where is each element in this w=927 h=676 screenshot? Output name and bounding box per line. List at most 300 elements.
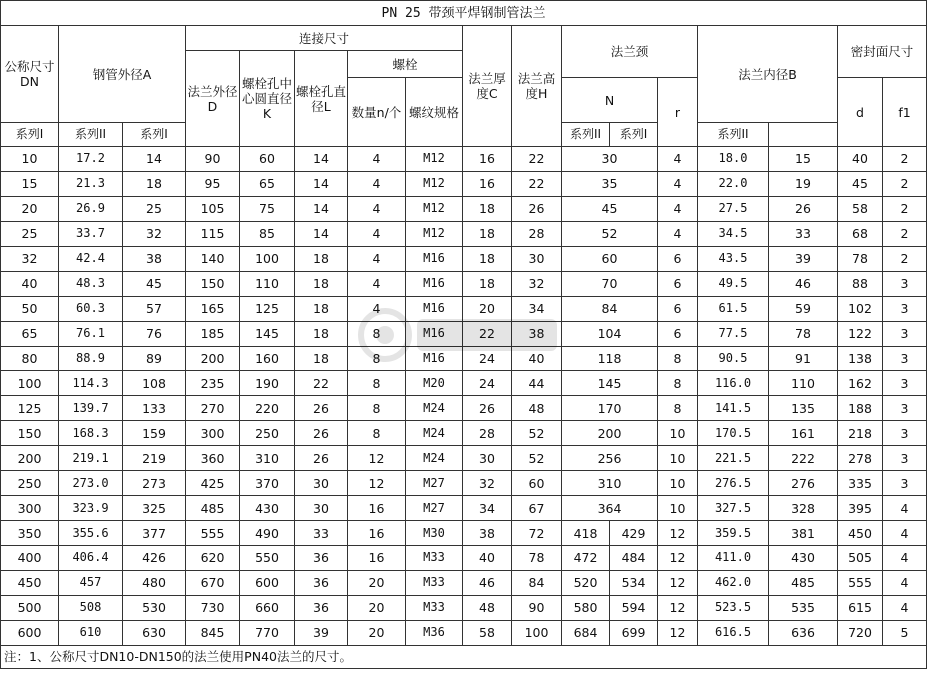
- table-cell: 116.0: [698, 371, 769, 396]
- table-cell: 610: [59, 620, 123, 645]
- table-cell: 100: [512, 620, 562, 645]
- header-neck: 法兰颈: [562, 26, 698, 78]
- table-row: [1, 595, 927, 620]
- header-connection: 连接尺寸: [186, 26, 463, 51]
- table-cell: 10: [658, 421, 698, 446]
- table-cell: 3: [883, 296, 927, 321]
- table-cell: 30: [295, 496, 348, 521]
- table-cell: 10: [658, 446, 698, 471]
- table-row: [1, 546, 927, 571]
- table-cell: 4: [883, 546, 927, 571]
- table-title: PN 25 带颈平焊钢制管法兰: [1, 1, 927, 26]
- table-cell: 12: [348, 446, 406, 471]
- table-row: [1, 196, 927, 221]
- table-cell: M16: [406, 296, 463, 321]
- table-cell: 381: [769, 521, 838, 546]
- table-cell: 8: [348, 396, 406, 421]
- header-bolt-hole: 螺栓孔直径L: [295, 51, 348, 147]
- table-cell: 555: [838, 570, 883, 595]
- table-cell: 2: [883, 147, 927, 172]
- table-cell: 68: [838, 221, 883, 246]
- table-row: [1, 271, 927, 296]
- table-cell: 28: [463, 421, 512, 446]
- header-neck-series-2: 系列II: [562, 123, 610, 147]
- table-cell: 4: [883, 570, 927, 595]
- table-cell: 36: [295, 570, 348, 595]
- table-cell: 256: [562, 446, 658, 471]
- table-cell: 33: [295, 521, 348, 546]
- table-row: [1, 620, 927, 645]
- table-cell: 85: [240, 221, 295, 246]
- table-cell: 78: [838, 246, 883, 271]
- table-cell: 450: [1, 570, 59, 595]
- table-cell: 555: [186, 521, 240, 546]
- table-cell: 20: [1, 196, 59, 221]
- table-cell: 34: [512, 296, 562, 321]
- table-row: [1, 346, 927, 371]
- header-flange-od: 法兰外径D: [186, 51, 240, 147]
- table-note: 注：1、公称尺寸DN10-DN150的法兰使用PN40法兰的尺寸。: [1, 645, 927, 668]
- table-cell: M16: [406, 321, 463, 346]
- table-cell: 355.6: [59, 521, 123, 546]
- table-cell: 18: [463, 196, 512, 221]
- table-cell: 4: [348, 147, 406, 172]
- table-cell: 22: [295, 371, 348, 396]
- table-cell: 30: [463, 446, 512, 471]
- table-cell: 18: [295, 246, 348, 271]
- table-cell: 6: [658, 271, 698, 296]
- table-cell: 20: [463, 296, 512, 321]
- table-cell: 4: [348, 171, 406, 196]
- table-cell: 28: [512, 221, 562, 246]
- table-cell: 65: [240, 171, 295, 196]
- table-row: [1, 446, 927, 471]
- table-cell: 48: [512, 396, 562, 421]
- table-row: [1, 570, 927, 595]
- table-cell: 3: [883, 271, 927, 296]
- table-cell: 34.5: [698, 221, 769, 246]
- table-cell: 550: [240, 546, 295, 571]
- table-cell: 16: [348, 521, 406, 546]
- table-cell: 42.4: [59, 246, 123, 271]
- table-row: [1, 496, 927, 521]
- table-cell: 59: [769, 296, 838, 321]
- table-cell: 5: [883, 620, 927, 645]
- table-cell: 18: [295, 321, 348, 346]
- table-cell: 26: [512, 196, 562, 221]
- table-cell: 32: [1, 246, 59, 271]
- header-bore-series-2: 系列II: [698, 123, 769, 147]
- table-cell: 10: [658, 496, 698, 521]
- table-cell: 122: [838, 321, 883, 346]
- table-cell: M16: [406, 271, 463, 296]
- table-cell: 60: [512, 471, 562, 496]
- header-bolt-circle: 螺栓孔中心圆直径K: [240, 51, 295, 147]
- table-cell: 90.5: [698, 346, 769, 371]
- table-row: [1, 321, 927, 346]
- table-cell: 60: [562, 246, 658, 271]
- table-cell: 300: [1, 496, 59, 521]
- table-cell: 78: [512, 546, 562, 571]
- table-cell: 430: [240, 496, 295, 521]
- table-cell: 523.5: [698, 595, 769, 620]
- table-cell: 484: [610, 546, 658, 571]
- table-cell: 18: [463, 246, 512, 271]
- table-cell: 15: [769, 147, 838, 172]
- table-cell: 162: [838, 371, 883, 396]
- table-cell: 8: [348, 321, 406, 346]
- table-cell: 4: [883, 521, 927, 546]
- table-cell: 45: [838, 171, 883, 196]
- table-cell: 145: [562, 371, 658, 396]
- table-cell: 4: [883, 595, 927, 620]
- table-cell: 276.5: [698, 471, 769, 496]
- table-cell: M16: [406, 346, 463, 371]
- table-cell: 26.9: [59, 196, 123, 221]
- table-cell: 770: [240, 620, 295, 645]
- table-cell: 89: [123, 346, 186, 371]
- table-cell: 22: [512, 171, 562, 196]
- table-cell: 14: [295, 147, 348, 172]
- table-cell: 520: [562, 570, 610, 595]
- table-cell: 110: [240, 271, 295, 296]
- table-cell: 3: [883, 346, 927, 371]
- table-cell: 3: [883, 396, 927, 421]
- table-cell: 406.4: [59, 546, 123, 571]
- table-cell: 12: [658, 570, 698, 595]
- table-cell: 115: [186, 221, 240, 246]
- table-cell: 58: [838, 196, 883, 221]
- table-cell: 684: [562, 620, 610, 645]
- table-cell: 4: [348, 196, 406, 221]
- table-cell: 335: [838, 471, 883, 496]
- table-cell: 730: [186, 595, 240, 620]
- table-cell: 200: [562, 421, 658, 446]
- table-cell: 328: [769, 496, 838, 521]
- table-cell: 45: [123, 271, 186, 296]
- table-cell: 18: [123, 171, 186, 196]
- table-cell: 159: [123, 421, 186, 446]
- table-cell: 19: [769, 171, 838, 196]
- table-body: [1, 147, 927, 646]
- table-cell: 75: [240, 196, 295, 221]
- table-cell: 535: [769, 595, 838, 620]
- table-cell: 49.5: [698, 271, 769, 296]
- table-cell: M12: [406, 221, 463, 246]
- table-cell: 95: [186, 171, 240, 196]
- table-cell: 530: [123, 595, 186, 620]
- table-cell: 505: [838, 546, 883, 571]
- table-cell: 125: [1, 396, 59, 421]
- table-cell: 33.7: [59, 221, 123, 246]
- table-cell: 3: [883, 471, 927, 496]
- table-row: [1, 221, 927, 246]
- table-cell: 185: [186, 321, 240, 346]
- table-cell: M24: [406, 421, 463, 446]
- table-cell: 12: [348, 471, 406, 496]
- table-cell: 377: [123, 521, 186, 546]
- table-cell: 18: [295, 296, 348, 321]
- table-cell: 150: [186, 271, 240, 296]
- table-cell: 18: [463, 271, 512, 296]
- table-cell: 325: [123, 496, 186, 521]
- table-cell: 8: [348, 371, 406, 396]
- header-seal-f1: f1: [883, 78, 927, 147]
- table-cell: 145: [240, 321, 295, 346]
- table-cell: 220: [240, 396, 295, 421]
- table-cell: M33: [406, 570, 463, 595]
- table-cell: 600: [240, 570, 295, 595]
- table-cell: 395: [838, 496, 883, 521]
- table-cell: 77.5: [698, 321, 769, 346]
- table-cell: 4: [348, 246, 406, 271]
- table-cell: 12: [658, 620, 698, 645]
- table-cell: 472: [562, 546, 610, 571]
- table-cell: 10: [658, 471, 698, 496]
- header-seal: 密封面尺寸: [838, 26, 927, 78]
- table-cell: 48.3: [59, 271, 123, 296]
- table-cell: 600: [1, 620, 59, 645]
- table-cell: 58: [463, 620, 512, 645]
- table-cell: 323.9: [59, 496, 123, 521]
- table-cell: 2: [883, 171, 927, 196]
- table-cell: 32: [463, 471, 512, 496]
- table-cell: 660: [240, 595, 295, 620]
- table-cell: 139.7: [59, 396, 123, 421]
- table-cell: 30: [562, 147, 658, 172]
- table-cell: 52: [562, 221, 658, 246]
- table-cell: 38: [512, 321, 562, 346]
- table-cell: 359.5: [698, 521, 769, 546]
- table-row: [1, 296, 927, 321]
- table-cell: 221.5: [698, 446, 769, 471]
- table-cell: 60: [240, 147, 295, 172]
- table-row: [1, 147, 927, 172]
- table-cell: 90: [186, 147, 240, 172]
- table-cell: M33: [406, 595, 463, 620]
- table-cell: 6: [658, 296, 698, 321]
- table-cell: 218: [838, 421, 883, 446]
- table-cell: 70: [562, 271, 658, 296]
- table-cell: 620: [186, 546, 240, 571]
- table-cell: 33: [769, 221, 838, 246]
- table-cell: M12: [406, 147, 463, 172]
- table-cell: M12: [406, 171, 463, 196]
- table-cell: 21.3: [59, 171, 123, 196]
- table-cell: 84: [512, 570, 562, 595]
- table-cell: 50: [1, 296, 59, 321]
- table-cell: 57: [123, 296, 186, 321]
- table-cell: 30: [512, 246, 562, 271]
- table-cell: 4: [348, 221, 406, 246]
- table-cell: 18: [295, 271, 348, 296]
- table-cell: 350: [1, 521, 59, 546]
- table-cell: 78: [769, 321, 838, 346]
- table-cell: 8: [658, 346, 698, 371]
- table-cell: 170: [562, 396, 658, 421]
- table-cell: 65: [1, 321, 59, 346]
- table-cell: 108: [123, 371, 186, 396]
- table-cell: 100: [240, 246, 295, 271]
- table-cell: 4: [658, 221, 698, 246]
- table-cell: 3: [883, 371, 927, 396]
- table-cell: 276: [769, 471, 838, 496]
- table-cell: 4: [883, 496, 927, 521]
- table-cell: 426: [123, 546, 186, 571]
- table-cell: 67: [512, 496, 562, 521]
- table-cell: 48: [463, 595, 512, 620]
- table-cell: 222: [769, 446, 838, 471]
- table-cell: 400: [1, 546, 59, 571]
- table-cell: 39: [295, 620, 348, 645]
- table-cell: 250: [240, 421, 295, 446]
- table-cell: 8: [658, 396, 698, 421]
- table-cell: 2: [883, 196, 927, 221]
- table-cell: 18.0: [698, 147, 769, 172]
- table-cell: 4: [348, 271, 406, 296]
- table-cell: 110: [769, 371, 838, 396]
- table-cell: 27.5: [698, 196, 769, 221]
- table-cell: 4: [658, 196, 698, 221]
- table-cell: 161: [769, 421, 838, 446]
- table-cell: 135: [769, 396, 838, 421]
- table-cell: 10: [1, 147, 59, 172]
- table-cell: 3: [883, 446, 927, 471]
- table-cell: 26: [295, 446, 348, 471]
- header-bolt-thread: 螺纹规格: [406, 78, 463, 147]
- table-cell: 20: [348, 595, 406, 620]
- table-cell: 4: [348, 296, 406, 321]
- table-cell: 4: [658, 171, 698, 196]
- table-row: [1, 246, 927, 271]
- table-cell: 38: [123, 246, 186, 271]
- table-cell: 100: [1, 371, 59, 396]
- table-cell: 364: [562, 496, 658, 521]
- table-cell: 52: [512, 421, 562, 446]
- table-cell: 200: [1, 446, 59, 471]
- table-cell: 44: [512, 371, 562, 396]
- table-cell: 14: [123, 147, 186, 172]
- table-cell: 35: [562, 171, 658, 196]
- table-cell: 26: [769, 196, 838, 221]
- table-cell: 141.5: [698, 396, 769, 421]
- table-cell: 20: [348, 570, 406, 595]
- table-cell: 485: [186, 496, 240, 521]
- table-cell: 39: [769, 246, 838, 271]
- table-cell: 2: [883, 246, 927, 271]
- table-cell: 102: [838, 296, 883, 321]
- table-cell: 219: [123, 446, 186, 471]
- table-cell: 30: [295, 471, 348, 496]
- table-row: [1, 471, 927, 496]
- table-cell: 22.0: [698, 171, 769, 196]
- table-cell: 310: [240, 446, 295, 471]
- table-cell: 8: [658, 371, 698, 396]
- table-cell: 91: [769, 346, 838, 371]
- table-cell: 80: [1, 346, 59, 371]
- table-cell: 25: [1, 221, 59, 246]
- header-thickness: 法兰厚度C: [463, 26, 512, 147]
- table-cell: 425: [186, 471, 240, 496]
- table-cell: 138: [838, 346, 883, 371]
- table-cell: 168.3: [59, 421, 123, 446]
- table-cell: 36: [295, 546, 348, 571]
- table-cell: 188: [838, 396, 883, 421]
- table-cell: M36: [406, 620, 463, 645]
- table-cell: 150: [1, 421, 59, 446]
- table-cell: 133: [123, 396, 186, 421]
- table-row: [1, 396, 927, 421]
- table-cell: 12: [658, 546, 698, 571]
- table-cell: 594: [610, 595, 658, 620]
- table-cell: M33: [406, 546, 463, 571]
- table-cell: 273: [123, 471, 186, 496]
- table-cell: 26: [295, 396, 348, 421]
- table-cell: 200: [186, 346, 240, 371]
- table-cell: 219.1: [59, 446, 123, 471]
- header-seal-d: d: [838, 78, 883, 147]
- header-pipe-series-2: 系列II: [59, 123, 123, 147]
- header-bore-series-1: 系列I: [610, 123, 658, 147]
- table-cell: 40: [1, 271, 59, 296]
- table-cell: 18: [463, 221, 512, 246]
- table-cell: 457: [59, 570, 123, 595]
- table-cell: M27: [406, 471, 463, 496]
- table-cell: 480: [123, 570, 186, 595]
- table-cell: M30: [406, 521, 463, 546]
- table-cell: 72: [512, 521, 562, 546]
- table-cell: 720: [838, 620, 883, 645]
- table-cell: 25: [123, 196, 186, 221]
- table-row: [1, 421, 927, 446]
- header-neck-n: N: [562, 78, 658, 123]
- table-cell: 3: [883, 321, 927, 346]
- table-cell: 4: [658, 147, 698, 172]
- table-cell: 6: [658, 246, 698, 271]
- table-cell: 140: [186, 246, 240, 271]
- table-cell: 125: [240, 296, 295, 321]
- table-cell: 84: [562, 296, 658, 321]
- table-cell: 76.1: [59, 321, 123, 346]
- table-cell: 429: [610, 521, 658, 546]
- table-cell: 3: [883, 421, 927, 446]
- table-cell: 22: [512, 147, 562, 172]
- table-cell: 190: [240, 371, 295, 396]
- table-cell: 105: [186, 196, 240, 221]
- table-cell: 16: [463, 147, 512, 172]
- table-row: [1, 521, 927, 546]
- table-cell: 43.5: [698, 246, 769, 271]
- table-cell: 508: [59, 595, 123, 620]
- table-cell: 462.0: [698, 570, 769, 595]
- table-cell: 34: [463, 496, 512, 521]
- table-cell: 2: [883, 221, 927, 246]
- table-cell: 490: [240, 521, 295, 546]
- header-dn: 公称尺寸DN: [1, 26, 59, 123]
- table-cell: 670: [186, 570, 240, 595]
- table-cell: 500: [1, 595, 59, 620]
- table-cell: M24: [406, 446, 463, 471]
- table-cell: 165: [186, 296, 240, 321]
- table-cell: 114.3: [59, 371, 123, 396]
- table-cell: 45: [562, 196, 658, 221]
- table-cell: M20: [406, 371, 463, 396]
- table-cell: 278: [838, 446, 883, 471]
- header-neck-r: r: [658, 78, 698, 147]
- table-cell: 360: [186, 446, 240, 471]
- table-cell: 24: [463, 346, 512, 371]
- table-cell: 61.5: [698, 296, 769, 321]
